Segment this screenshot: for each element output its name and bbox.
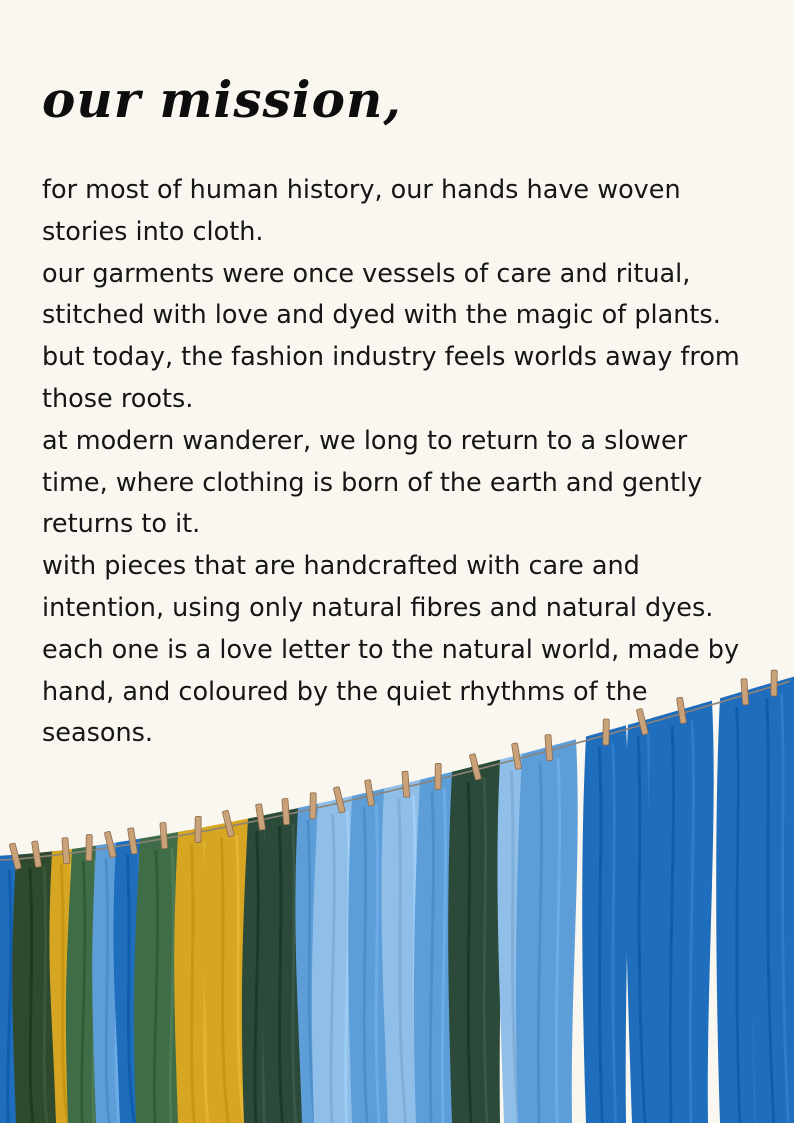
text-line: but today, the fashion industry feels worlds away from [42, 342, 740, 373]
clothes-peg [545, 734, 553, 760]
text-line: our garments were once vessels of care and ritual, [42, 258, 691, 289]
clothes-peg [435, 763, 441, 789]
clothes-peg [195, 816, 201, 842]
clothes-peg [86, 835, 92, 861]
clothes-peg [771, 670, 777, 696]
text-line: for most of human history, our hands have woven [42, 175, 681, 205]
text-line: those roots. [42, 383, 194, 414]
text-line: stories into cloth. [42, 216, 264, 247]
clothes-peg [62, 838, 70, 864]
fabric-piece [516, 739, 578, 1123]
clothesline-photo [0, 660, 794, 1123]
text-line: at modern wanderer, we long to return to a slower [42, 425, 688, 456]
clothes-peg [310, 793, 316, 819]
clothes-peg [282, 798, 290, 824]
text-line: stitched with love and dyed with the magic of plants. [42, 300, 721, 331]
fabric-piece [646, 701, 714, 1123]
text-line: seasons. [42, 718, 154, 749]
text-line: each one is a love letter to the natural world, made by [42, 634, 740, 665]
text-line: hand, and coloured by the quiet rhythms of the [42, 676, 648, 707]
text-line: returns to it. [42, 509, 201, 540]
hanging-fabrics [0, 676, 794, 1123]
fabric-piece [582, 725, 628, 1123]
clothes-peg [741, 679, 749, 705]
text-line: time, where clothing is born of the earth and gently [42, 467, 703, 498]
text-line: intention, using only natural fibres and natural dyes. [42, 592, 714, 623]
clothes-peg [603, 719, 609, 745]
clothes-peg [160, 822, 168, 848]
fabric-piece [448, 760, 502, 1123]
text-line: with pieces that are handcrafted with care and [42, 551, 640, 582]
clothes-peg [402, 771, 410, 797]
page-title: our mission, [42, 70, 402, 129]
